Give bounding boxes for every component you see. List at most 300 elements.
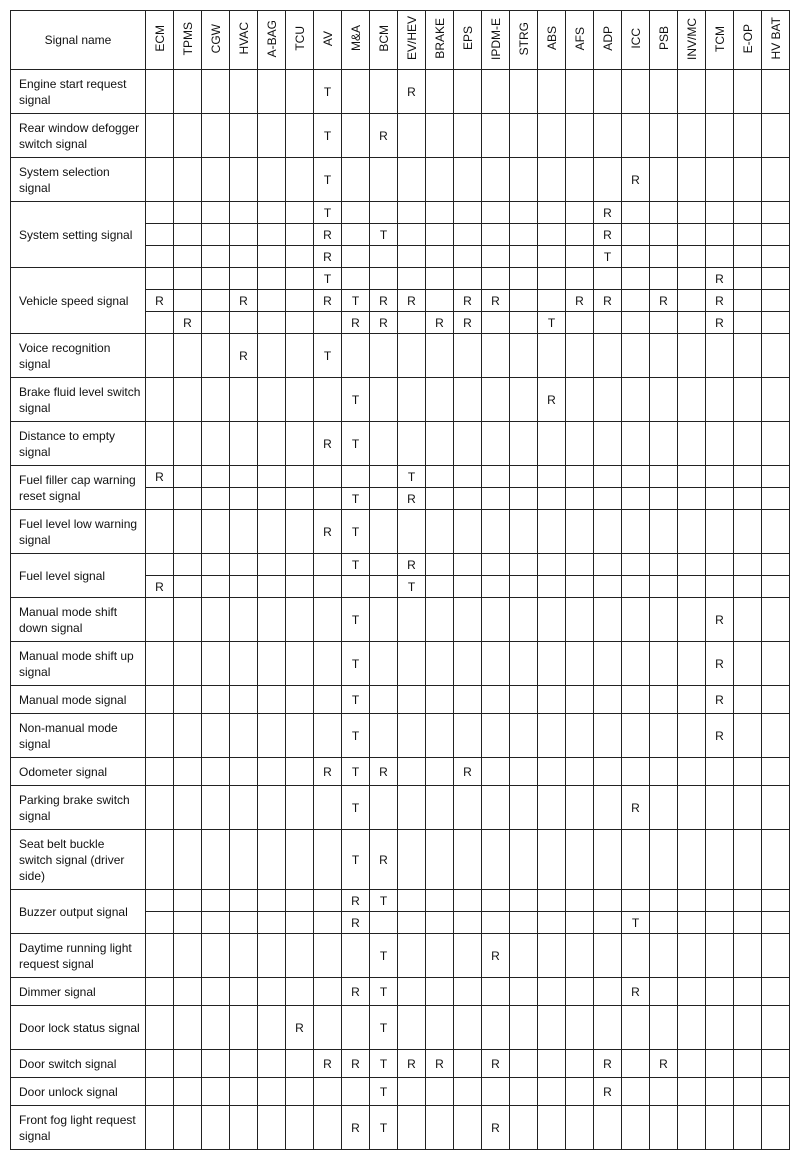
signal-row	[11, 934, 790, 978]
cell-hvac	[230, 598, 258, 642]
cell-hv-bat	[762, 422, 790, 466]
cell-afs	[566, 158, 594, 202]
cell-ev-hev	[398, 158, 426, 202]
cell-tcm	[706, 758, 734, 786]
cell-brake	[426, 554, 454, 576]
cell-hv-bat	[762, 1078, 790, 1106]
cell-inv-mc	[678, 202, 706, 224]
cell-icc	[622, 510, 650, 554]
cell-m-a: T	[342, 290, 370, 312]
cell-abs	[538, 1078, 566, 1106]
cell-tpms	[174, 978, 202, 1006]
cell-bcm: T	[370, 224, 398, 246]
unit-header-brake	[426, 11, 454, 70]
cell-tpms	[174, 378, 202, 422]
cell-psb	[650, 202, 678, 224]
cell-psb	[650, 1006, 678, 1050]
cell-icc	[622, 422, 650, 466]
cell-cgw	[202, 642, 230, 686]
cell-inv-mc	[678, 466, 706, 488]
cell-av: T	[314, 268, 342, 290]
cell-m-a: R	[342, 978, 370, 1006]
unit-header-adp	[594, 11, 622, 70]
cell-adp: R	[594, 224, 622, 246]
cell-ipdm-e	[482, 554, 510, 576]
cell-tcm	[706, 224, 734, 246]
cell-av	[314, 978, 342, 1006]
signal-name: Fuel level low warning signal	[11, 510, 146, 554]
cell-hv-bat	[762, 1050, 790, 1078]
signal-name: Manual mode shift down signal	[11, 598, 146, 642]
unit-header-tpms	[174, 11, 202, 70]
cell-ecm	[146, 312, 174, 334]
cell-e-op	[734, 378, 762, 422]
cell-eps	[454, 1106, 482, 1150]
cell-eps	[454, 934, 482, 978]
cell-abs	[538, 912, 566, 934]
cell-bcm	[370, 378, 398, 422]
cell-ipdm-e	[482, 598, 510, 642]
cell-tpms	[174, 554, 202, 576]
cell-hvac	[230, 510, 258, 554]
cell-hvac	[230, 466, 258, 488]
cell-abs	[538, 1006, 566, 1050]
cell-ecm	[146, 422, 174, 466]
cell-afs	[566, 934, 594, 978]
cell-ipdm-e	[482, 890, 510, 912]
cell-abs	[538, 978, 566, 1006]
cell-eps	[454, 158, 482, 202]
cell-e-op	[734, 830, 762, 890]
cell-ev-hev	[398, 890, 426, 912]
cell-adp	[594, 890, 622, 912]
cell-inv-mc	[678, 686, 706, 714]
cell-hv-bat	[762, 1006, 790, 1050]
cell-bcm: T	[370, 1078, 398, 1106]
cell-brake	[426, 576, 454, 598]
cell-e-op	[734, 1050, 762, 1078]
cell-afs	[566, 114, 594, 158]
cell-ev-hev	[398, 114, 426, 158]
cell-tcm	[706, 576, 734, 598]
cell-e-op	[734, 70, 762, 114]
cell-ipdm-e	[482, 202, 510, 224]
signal-row	[11, 510, 790, 554]
cell-brake	[426, 70, 454, 114]
cell-tcm	[706, 912, 734, 934]
cell-tpms	[174, 158, 202, 202]
cell-tcm	[706, 114, 734, 158]
cell-psb	[650, 786, 678, 830]
cell-av: R	[314, 290, 342, 312]
cell-bcm: T	[370, 890, 398, 912]
cell-brake	[426, 912, 454, 934]
cell-ipdm-e	[482, 686, 510, 714]
cell-m-a	[342, 158, 370, 202]
cell-cgw	[202, 488, 230, 510]
cell-m-a: T	[342, 598, 370, 642]
cell-ecm	[146, 202, 174, 224]
cell-hv-bat	[762, 758, 790, 786]
cell-abs	[538, 642, 566, 686]
cell-icc	[622, 598, 650, 642]
unit-header-eps	[454, 11, 482, 70]
cell-strg	[510, 334, 538, 378]
cell-icc	[622, 334, 650, 378]
cell-hvac	[230, 1006, 258, 1050]
unit-header-label: M&A	[348, 25, 363, 52]
cell-psb	[650, 576, 678, 598]
unit-header-ev-hev	[398, 11, 426, 70]
signal-name: System setting signal	[11, 202, 146, 268]
cell-ipdm-e	[482, 758, 510, 786]
cell-tpms	[174, 576, 202, 598]
cell-brake	[426, 714, 454, 758]
cell-m-a: T	[342, 642, 370, 686]
cell-tpms	[174, 268, 202, 290]
unit-header-label: AFS	[572, 26, 587, 51]
cell-strg	[510, 70, 538, 114]
unit-header-av	[314, 11, 342, 70]
cell-m-a: T	[342, 686, 370, 714]
cell-brake	[426, 334, 454, 378]
signal-row	[11, 554, 790, 576]
cell-e-op	[734, 510, 762, 554]
cell-ipdm-e	[482, 334, 510, 378]
cell-bcm	[370, 422, 398, 466]
cell-tpms	[174, 510, 202, 554]
cell-e-op	[734, 422, 762, 466]
cell-a-bag	[258, 890, 286, 912]
cell-tcm: R	[706, 290, 734, 312]
cell-hvac	[230, 158, 258, 202]
cell-abs	[538, 576, 566, 598]
cell-tcm	[706, 510, 734, 554]
cell-bcm	[370, 554, 398, 576]
cell-brake	[426, 290, 454, 312]
cell-a-bag	[258, 290, 286, 312]
cell-ev-hev: R	[398, 1050, 426, 1078]
cell-a-bag	[258, 758, 286, 786]
cell-cgw	[202, 312, 230, 334]
cell-bcm	[370, 246, 398, 268]
cell-afs	[566, 978, 594, 1006]
cell-tcu	[286, 378, 314, 422]
signal-name: Door switch signal	[11, 1050, 146, 1078]
cell-bcm: R	[370, 758, 398, 786]
cell-cgw	[202, 912, 230, 934]
cell-hvac	[230, 642, 258, 686]
cell-icc	[622, 488, 650, 510]
cell-a-bag	[258, 378, 286, 422]
cell-adp	[594, 786, 622, 830]
cell-ev-hev	[398, 1078, 426, 1106]
unit-header-hvac	[230, 11, 258, 70]
cell-strg	[510, 114, 538, 158]
cell-hv-bat	[762, 70, 790, 114]
cell-eps	[454, 830, 482, 890]
cell-eps	[454, 378, 482, 422]
unit-header-label: BRAKE	[432, 18, 447, 59]
cell-a-bag	[258, 202, 286, 224]
cell-ev-hev	[398, 510, 426, 554]
cell-av: R	[314, 422, 342, 466]
cell-av	[314, 830, 342, 890]
signal-row	[11, 202, 790, 224]
unit-header-label: TPMS	[180, 21, 195, 56]
cell-strg	[510, 246, 538, 268]
cell-brake	[426, 488, 454, 510]
cell-tpms	[174, 466, 202, 488]
cell-a-bag	[258, 466, 286, 488]
cell-inv-mc	[678, 576, 706, 598]
cell-hv-bat	[762, 334, 790, 378]
cell-adp	[594, 466, 622, 488]
unit-header-e-op	[734, 11, 762, 70]
cell-hvac	[230, 246, 258, 268]
table-body	[11, 70, 790, 1150]
cell-tcu	[286, 686, 314, 714]
cell-tpms	[174, 422, 202, 466]
cell-abs	[538, 114, 566, 158]
cell-tcm: R	[706, 312, 734, 334]
cell-eps	[454, 714, 482, 758]
cell-ev-hev	[398, 378, 426, 422]
cell-strg	[510, 934, 538, 978]
cell-eps	[454, 554, 482, 576]
cell-bcm	[370, 576, 398, 598]
cell-adp	[594, 642, 622, 686]
cell-psb	[650, 1106, 678, 1150]
cell-hv-bat	[762, 598, 790, 642]
cell-tcm	[706, 488, 734, 510]
cell-brake	[426, 598, 454, 642]
cell-eps	[454, 1050, 482, 1078]
unit-header-inv-mc	[678, 11, 706, 70]
cell-bcm	[370, 466, 398, 488]
cell-eps	[454, 422, 482, 466]
cell-e-op	[734, 598, 762, 642]
cell-hv-bat	[762, 290, 790, 312]
cell-eps	[454, 246, 482, 268]
cell-hvac	[230, 268, 258, 290]
cell-e-op	[734, 686, 762, 714]
cell-a-bag	[258, 70, 286, 114]
cell-hvac	[230, 1078, 258, 1106]
cell-brake: R	[426, 1050, 454, 1078]
cell-ev-hev	[398, 598, 426, 642]
cell-m-a: T	[342, 378, 370, 422]
cell-cgw	[202, 830, 230, 890]
cell-ev-hev	[398, 1106, 426, 1150]
header-row	[11, 11, 790, 70]
cell-inv-mc	[678, 268, 706, 290]
cell-tcm	[706, 466, 734, 488]
cell-av	[314, 554, 342, 576]
cell-adp: T	[594, 246, 622, 268]
cell-a-bag	[258, 312, 286, 334]
cell-ev-hev	[398, 912, 426, 934]
cell-e-op	[734, 202, 762, 224]
cell-tcu	[286, 934, 314, 978]
cell-tcu	[286, 598, 314, 642]
cell-hv-bat	[762, 890, 790, 912]
signal-row	[11, 686, 790, 714]
cell-m-a	[342, 934, 370, 978]
unit-header-label: EV/HEV	[404, 16, 419, 61]
cell-ev-hev	[398, 202, 426, 224]
cell-tcu	[286, 268, 314, 290]
cell-e-op	[734, 312, 762, 334]
unit-header-label: ABS	[544, 26, 559, 51]
cell-adp	[594, 312, 622, 334]
cell-e-op	[734, 268, 762, 290]
cell-strg	[510, 1006, 538, 1050]
cell-inv-mc	[678, 114, 706, 158]
unit-header-afs	[566, 11, 594, 70]
cell-icc: R	[622, 786, 650, 830]
cell-a-bag	[258, 642, 286, 686]
cell-m-a	[342, 70, 370, 114]
cell-eps	[454, 576, 482, 598]
cell-tcu	[286, 202, 314, 224]
cell-a-bag	[258, 978, 286, 1006]
cell-av	[314, 1006, 342, 1050]
cell-adp	[594, 1006, 622, 1050]
cell-eps	[454, 1006, 482, 1050]
cell-ev-hev: R	[398, 554, 426, 576]
cell-strg	[510, 1106, 538, 1150]
cell-brake	[426, 422, 454, 466]
cell-hvac	[230, 1106, 258, 1150]
signal-name: Manual mode shift up signal	[11, 642, 146, 686]
cell-ecm	[146, 554, 174, 576]
cell-brake	[426, 1106, 454, 1150]
cell-afs	[566, 758, 594, 786]
cell-cgw	[202, 224, 230, 246]
cell-m-a: T	[342, 786, 370, 830]
signal-row	[11, 268, 790, 290]
signal-name: Voice recognition signal	[11, 334, 146, 378]
cell-ecm: R	[146, 290, 174, 312]
cell-tcu	[286, 466, 314, 488]
cell-ecm	[146, 890, 174, 912]
cell-ipdm-e	[482, 224, 510, 246]
cell-psb	[650, 934, 678, 978]
cell-abs	[538, 830, 566, 890]
cell-afs	[566, 1050, 594, 1078]
cell-hvac	[230, 890, 258, 912]
cell-strg	[510, 830, 538, 890]
cell-hv-bat	[762, 934, 790, 978]
cell-e-op	[734, 978, 762, 1006]
signal-name: Distance to empty signal	[11, 422, 146, 466]
cell-strg	[510, 1050, 538, 1078]
unit-header-strg	[510, 11, 538, 70]
cell-adp: R	[594, 1078, 622, 1106]
cell-ipdm-e	[482, 70, 510, 114]
cell-bcm	[370, 70, 398, 114]
cell-ipdm-e	[482, 268, 510, 290]
cell-ipdm-e	[482, 786, 510, 830]
cell-e-op	[734, 576, 762, 598]
cell-adp: R	[594, 202, 622, 224]
cell-adp	[594, 912, 622, 934]
cell-ipdm-e: R	[482, 1106, 510, 1150]
unit-header-label: ICC	[628, 28, 643, 49]
cell-eps	[454, 890, 482, 912]
cell-icc	[622, 714, 650, 758]
cell-tcu: R	[286, 1006, 314, 1050]
cell-tcu	[286, 1078, 314, 1106]
cell-tcm	[706, 890, 734, 912]
cell-strg	[510, 290, 538, 312]
cell-inv-mc	[678, 912, 706, 934]
signal-row	[11, 1078, 790, 1106]
signal-name: Fuel level signal	[11, 554, 146, 598]
cell-ev-hev	[398, 714, 426, 758]
cell-hv-bat	[762, 114, 790, 158]
cell-ecm: R	[146, 466, 174, 488]
cell-tpms	[174, 114, 202, 158]
cell-strg	[510, 1078, 538, 1106]
signal-row	[11, 1006, 790, 1050]
cell-abs	[538, 268, 566, 290]
signal-name: Brake fluid level switch signal	[11, 378, 146, 422]
cell-e-op	[734, 334, 762, 378]
unit-header-bcm	[370, 11, 398, 70]
cell-a-bag	[258, 422, 286, 466]
cell-tpms	[174, 890, 202, 912]
cell-cgw	[202, 1006, 230, 1050]
signal-row	[11, 786, 790, 830]
cell-av: R	[314, 224, 342, 246]
cell-bcm	[370, 158, 398, 202]
cell-tcm	[706, 830, 734, 890]
cell-tpms	[174, 334, 202, 378]
cell-a-bag	[258, 714, 286, 758]
cell-tcu	[286, 334, 314, 378]
cell-brake	[426, 378, 454, 422]
cell-hv-bat	[762, 378, 790, 422]
cell-a-bag	[258, 786, 286, 830]
cell-inv-mc	[678, 488, 706, 510]
cell-cgw	[202, 598, 230, 642]
cell-afs	[566, 714, 594, 758]
cell-bcm: R	[370, 312, 398, 334]
cell-hvac: R	[230, 334, 258, 378]
cell-av: T	[314, 202, 342, 224]
cell-hvac	[230, 912, 258, 934]
signal-row	[11, 378, 790, 422]
cell-brake	[426, 758, 454, 786]
cell-tpms	[174, 1050, 202, 1078]
cell-afs	[566, 830, 594, 890]
cell-psb	[650, 758, 678, 786]
cell-psb	[650, 642, 678, 686]
cell-ipdm-e	[482, 830, 510, 890]
cell-hv-bat	[762, 202, 790, 224]
cell-psb	[650, 70, 678, 114]
cell-eps	[454, 1078, 482, 1106]
cell-bcm	[370, 334, 398, 378]
cell-abs	[538, 890, 566, 912]
cell-ipdm-e	[482, 1078, 510, 1106]
cell-bcm	[370, 202, 398, 224]
cell-hv-bat	[762, 466, 790, 488]
cell-adp	[594, 422, 622, 466]
cell-hv-bat	[762, 576, 790, 598]
